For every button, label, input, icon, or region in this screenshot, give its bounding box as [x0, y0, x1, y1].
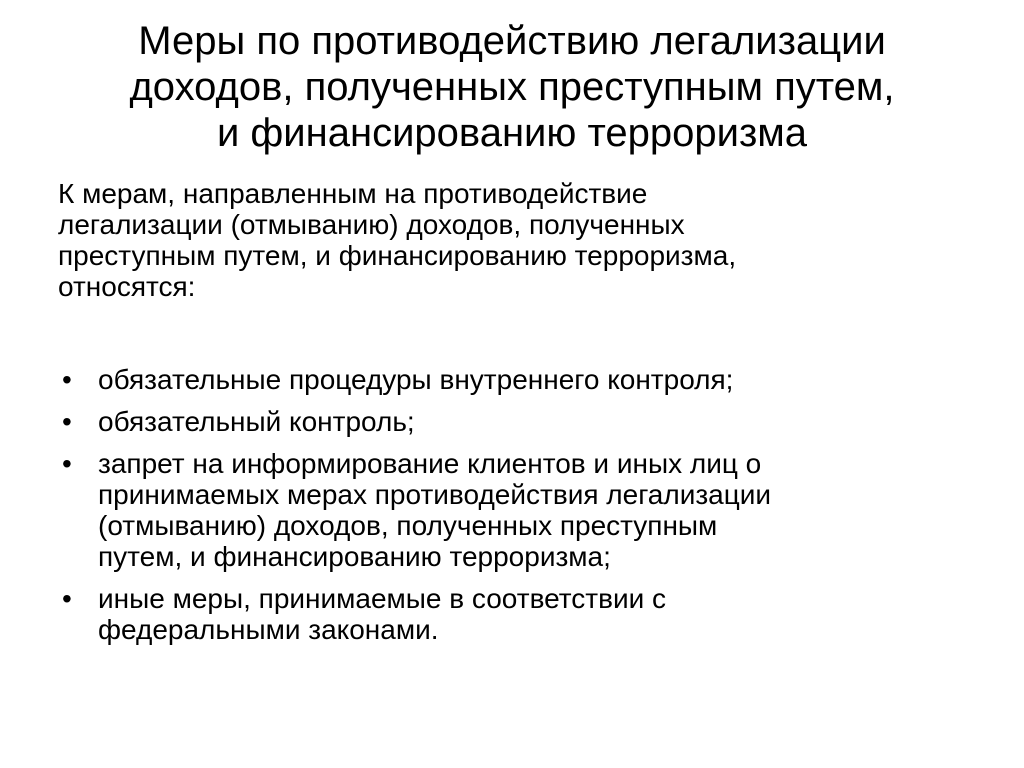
title-line: Меры по противодействию легализации	[138, 19, 886, 63]
intro-line: относятся:	[58, 271, 196, 302]
bullet-icon: •	[62, 583, 72, 614]
intro-paragraph	[58, 178, 958, 302]
bullet-line: путем, и финансированию терроризма;	[98, 541, 611, 572]
bullet-line: обязательные процедуры внутреннего контроля;	[98, 364, 734, 395]
intro-line: легализации (отмыванию) доходов, полученных	[58, 209, 685, 240]
bullet-line: иные меры, принимаемые в соответствии с	[98, 583, 667, 614]
bullet-item	[58, 364, 958, 395]
bullet-line: (отмыванию) доходов, полученных преступным	[98, 510, 718, 541]
bullet-item	[58, 448, 958, 572]
intro-line: преступным путем, и финансированию терроризма,	[58, 240, 737, 271]
bullet-line: принимаемых мерах противодействия легализации	[98, 479, 772, 510]
bullet-icon: •	[62, 406, 72, 437]
bullet-icon: •	[62, 364, 72, 395]
title-line: и финансированию терроризма	[216, 111, 808, 155]
bullet-icon: •	[62, 448, 72, 479]
slide-title	[40, 18, 984, 156]
intro-line: К мерам, направленным на противодействие	[58, 178, 648, 209]
bullet-line: обязательный контроль;	[98, 406, 415, 437]
bullet-line: федеральными законами.	[98, 614, 439, 645]
bullet-item	[58, 583, 958, 645]
bullet-line: запрет на информирование клиентов и иных лиц о	[98, 448, 762, 479]
bullet-list	[58, 364, 958, 645]
slide-body	[58, 178, 958, 656]
title-line: доходов, полученных преступным путем,	[129, 65, 895, 109]
spacer	[58, 302, 958, 364]
bullet-item	[58, 406, 958, 437]
